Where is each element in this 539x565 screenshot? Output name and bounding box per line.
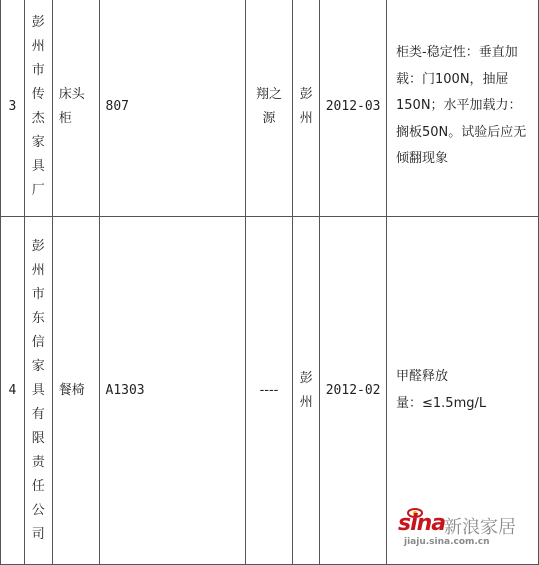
site-url: jiaju.sina.com.cn <box>404 537 490 547</box>
nonconformity-description: 甲醛释放 量：≤1.5mg/L <box>387 217 539 565</box>
sina-home-watermark <box>398 511 530 553</box>
sina-logo: sina <box>398 511 446 536</box>
nonconformity-description: 柜类-稳定性：垂直加 载：门100N，抽屉 150N；水平加载力： 搁板50N。试验后应无 倾翻现象 <box>387 0 539 217</box>
company-name: 彭 州 市 东 信 家 具 有 限 责 任 公 司 <box>24 217 52 565</box>
site-name: 新浪家居 <box>444 517 516 538</box>
brand-name: 翔之 源 <box>245 0 293 217</box>
row-number: 3 <box>1 0 25 217</box>
brand-name: ---- <box>245 217 293 565</box>
table-row <box>1 0 539 217</box>
row-number: 4 <box>1 217 25 565</box>
production-date: 2012-03 <box>320 0 387 217</box>
company-name: 彭 州 市 传 杰 家 具 厂 <box>24 0 52 217</box>
region: 彭 州 <box>293 0 320 217</box>
model-number: A1303 <box>99 217 245 565</box>
region: 彭 州 <box>293 217 320 565</box>
product-name: 床头 柜 <box>52 0 99 217</box>
product-name: 餐椅 <box>52 217 99 565</box>
model-number: 807 <box>99 0 245 217</box>
production-date: 2012-02 <box>320 217 387 565</box>
